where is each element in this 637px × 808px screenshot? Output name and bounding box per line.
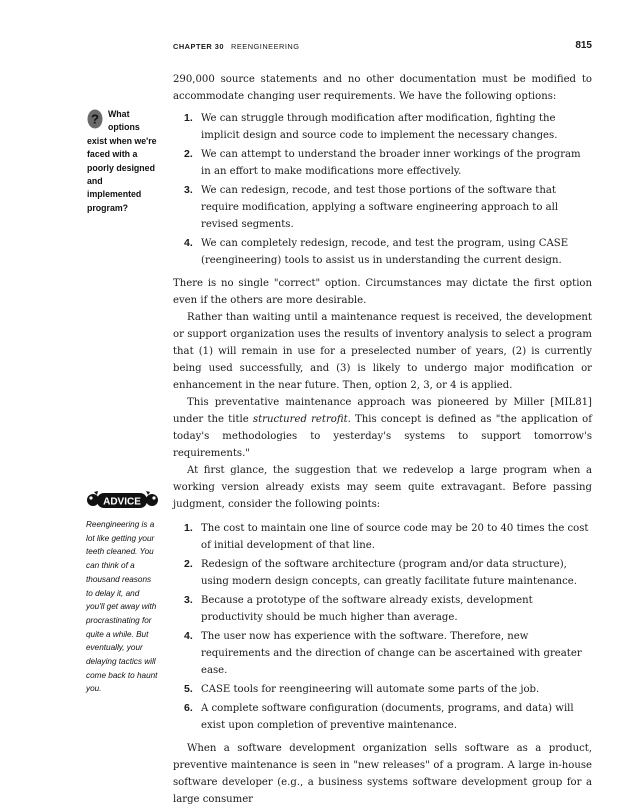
list-text: We can redesign, recode, and test those portions of the software that require modification, applying a software engineering approach to all revised segments. <box>201 185 559 230</box>
list-number: 3. <box>184 184 193 196</box>
list-item <box>173 700 592 734</box>
list-text: We can attempt to understand the broader inner workings of the program in an effort to make modifications more effectively. <box>201 149 581 177</box>
list-item <box>173 681 592 698</box>
list-number: 2. <box>184 558 193 570</box>
chapter-label <box>173 42 300 51</box>
list-number: 1. <box>184 112 193 124</box>
paragraph: At first glance, the suggestion that we redevelop a large program when a working version already exists may seem quite extravagant. Before passing judgment, consider the following points: <box>173 465 592 510</box>
list-item <box>173 110 592 144</box>
intro-paragraph: 290,000 source statements and no other documentation must be modified to accommodate changing user requirements. We have the following options: <box>173 74 592 102</box>
list-item <box>173 146 592 180</box>
advice-note <box>86 488 158 696</box>
list-text: The cost to maintain one line of source code may be 20 to 40 times the cost of initial development of that line. <box>201 523 589 551</box>
list-text: We can completely redesign, recode, and test the program, using CASE (reengineering) tools to assist us in understanding the current design. <box>201 238 569 266</box>
paragraph: Rather than waiting until a maintenance request is received, the development or support organization uses the results of inventory analysis to select a program that (1) will remain in use for a preselected number of years, (2) is currently being used successfully, and (3) is likely to undergo major modification or enhancement in the near future. Then, option 2, 3, or 4 is applied. <box>173 312 592 391</box>
chapter-title: REENGINEERING <box>231 42 300 51</box>
svg-text:?: ? <box>91 111 99 127</box>
list-number: 2. <box>184 148 193 160</box>
emphasis-text: structured retrofit. <box>252 414 351 425</box>
advice-text: Reengineering is a lot like getting your teeth cleaned. You can think of a thousand reasons to delay it, and you'll get away with procrastinating for quite a while. But eventually, your delaying tactics will come back to haunt you. <box>86 520 158 694</box>
paragraph-text: This concept is defined as "the application of today's methodologies to yesterday's systems to support tomorrow's requirements." <box>173 414 592 459</box>
page-number: 815 <box>575 40 592 51</box>
list-number: 4. <box>184 630 193 642</box>
paragraph <box>173 394 592 462</box>
list-item <box>173 592 592 626</box>
list-number: 3. <box>184 594 193 606</box>
list-text: Because a prototype of the software already exists, development productivity should be much higher than average. <box>201 595 533 623</box>
list-text: The user now has experience with the software. Therefore, new requirements and the direction of change can be ascertained with greater ease. <box>201 631 582 676</box>
list-number: 1. <box>184 522 193 534</box>
options-list <box>173 110 592 269</box>
chapter-number: CHAPTER 30 <box>173 42 224 51</box>
list-item <box>173 520 592 554</box>
paragraph: When a software development organization sells software as a product, preventive maintenance is seen in "new releases" of a program. A large in-house software developer (e.g., a business systems software development group for a large consumer <box>173 743 592 805</box>
points-list <box>173 520 592 734</box>
margin-question-text: What options exist when we're faced with a poorly designed and implemented program? <box>87 109 157 213</box>
list-text: Redesign of the software architecture (program and/or data structure), using modern design concepts, can greatly facilitate future maintenance. <box>201 559 577 587</box>
question-mark-icon <box>87 109 103 129</box>
list-item <box>173 182 592 233</box>
list-number: 5. <box>184 683 193 695</box>
advice-label: ADVICE <box>103 496 141 508</box>
paragraph-text: This preventative maintenance approach was pioneered by Miller [MIL81] under the title <box>173 397 592 425</box>
list-number: 4. <box>184 237 193 249</box>
main-text <box>173 71 592 808</box>
list-text: A complete software configuration (documents, programs, and data) will exist upon completion of preventive maintenance. <box>201 703 574 731</box>
running-header <box>173 40 592 54</box>
list-item <box>173 556 592 590</box>
paragraph: There is no single "correct" option. Circumstances may dictate the first option even if the others are more desirable. <box>173 278 592 306</box>
list-number: 6. <box>184 702 193 714</box>
list-text: CASE tools for reengineering will automate some parts of the job. <box>201 684 540 695</box>
list-text: We can struggle through modification after modification, fighting the implicit design and source code to implement the necessary changes. <box>201 113 558 141</box>
advice-icon <box>86 488 160 512</box>
list-item <box>173 235 592 269</box>
list-item <box>173 628 592 679</box>
margin-question <box>87 108 159 215</box>
